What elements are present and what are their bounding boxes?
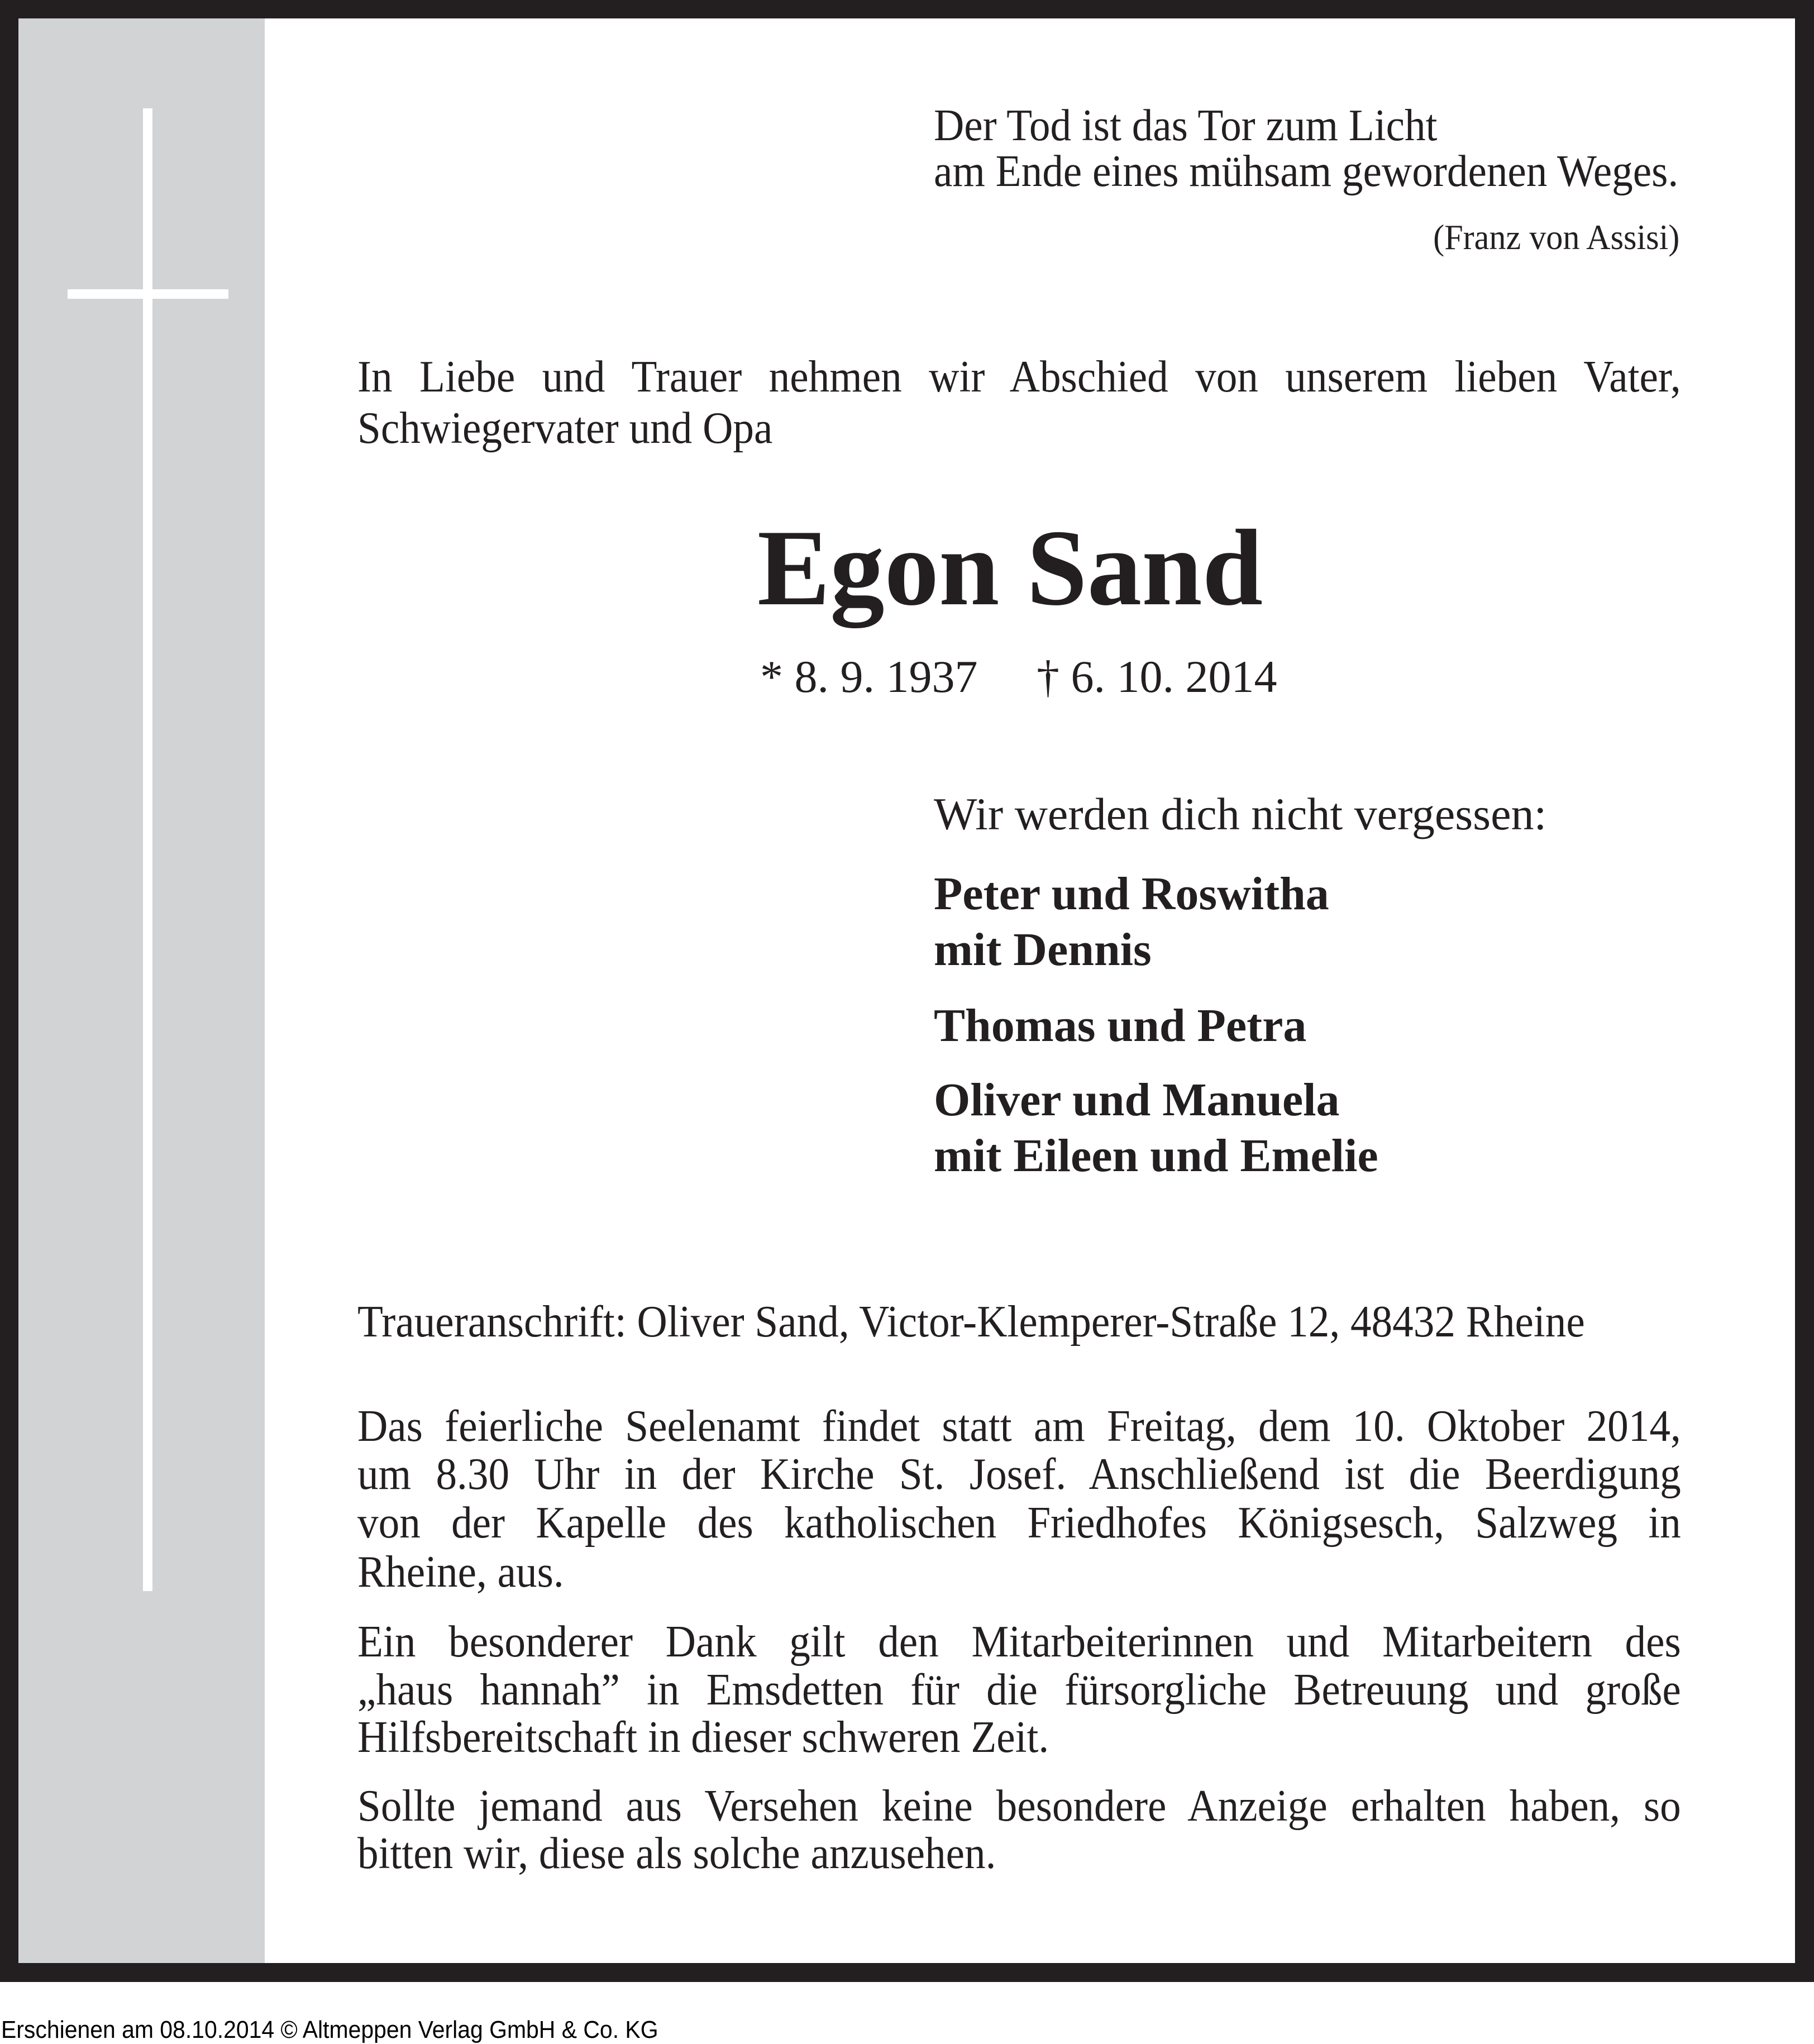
mourner-line-5: mit Eileen und Emelie xyxy=(934,1130,1378,1182)
deceased-name: Egon Sand xyxy=(757,508,1263,628)
quote-line-2: am Ende eines mühsam gewordenen Weges. xyxy=(934,147,1679,196)
notice-line-1: Sollte jemand aus Versehen keine besondere Anzeige erhalten haben, so xyxy=(357,1782,1681,1831)
thanks-line-2: „haus hannah” in Emsdetten für die fürsorgliche Betreuung und große xyxy=(357,1666,1681,1715)
notice-line-2: bitten wir, diese als solche anzusehen. xyxy=(357,1829,996,1878)
intro-line-1: In Liebe und Trauer nehmen wir Abschied von unserem lieben Vater, xyxy=(357,353,1681,402)
birth-date: * 8. 9. 1937 xyxy=(760,651,978,702)
cross-horizontal-beam xyxy=(68,289,228,299)
quote-author: (Franz von Assisi) xyxy=(1433,217,1679,257)
cross-vertical-beam xyxy=(143,108,152,1591)
thanks-line-1: Ein besonderer Dank gilt den Mitarbeiterinnen und Mitarbeitern des xyxy=(357,1618,1681,1666)
death-date: † 6. 10. 2014 xyxy=(1037,651,1277,702)
mourner-line-1: Peter und Roswitha xyxy=(934,868,1329,920)
mourner-line-4: Oliver und Manuela xyxy=(934,1074,1340,1126)
service-line-1: Das feierliche Seelenamt findet statt am Freitag, dem 10. Oktober 2014, xyxy=(357,1402,1681,1451)
mourner-line-3: Thomas und Petra xyxy=(934,1000,1307,1052)
service-line-3: von der Kapelle des katholischen Friedhofes Königsesch, Salzweg in xyxy=(357,1499,1681,1548)
service-line-4: Rheine, aus. xyxy=(357,1548,564,1597)
mourner-line-2: mit Dennis xyxy=(934,924,1152,976)
mourners-heading: Wir werden dich nicht vergessen: xyxy=(934,789,1547,839)
mourning-address: Traueranschrift: Oliver Sand, Victor-Klemperer-Straße 12, 48432 Rheine xyxy=(357,1297,1585,1346)
quote-line-1: Der Tod ist das Tor zum Licht xyxy=(934,101,1438,150)
publication-footer: Erschienen am 08.10.2014 © Altmeppen Verlag GmbH & Co. KG xyxy=(1,2016,658,2043)
service-line-2: um 8.30 Uhr in der Kirche St. Josef. Anschließend ist die Beerdigung xyxy=(357,1450,1681,1499)
side-panel xyxy=(18,18,265,1963)
thanks-line-3: Hilfsbereitschaft in dieser schweren Zeit. xyxy=(357,1713,1049,1762)
intro-line-2: Schwiegervater und Opa xyxy=(357,404,773,453)
